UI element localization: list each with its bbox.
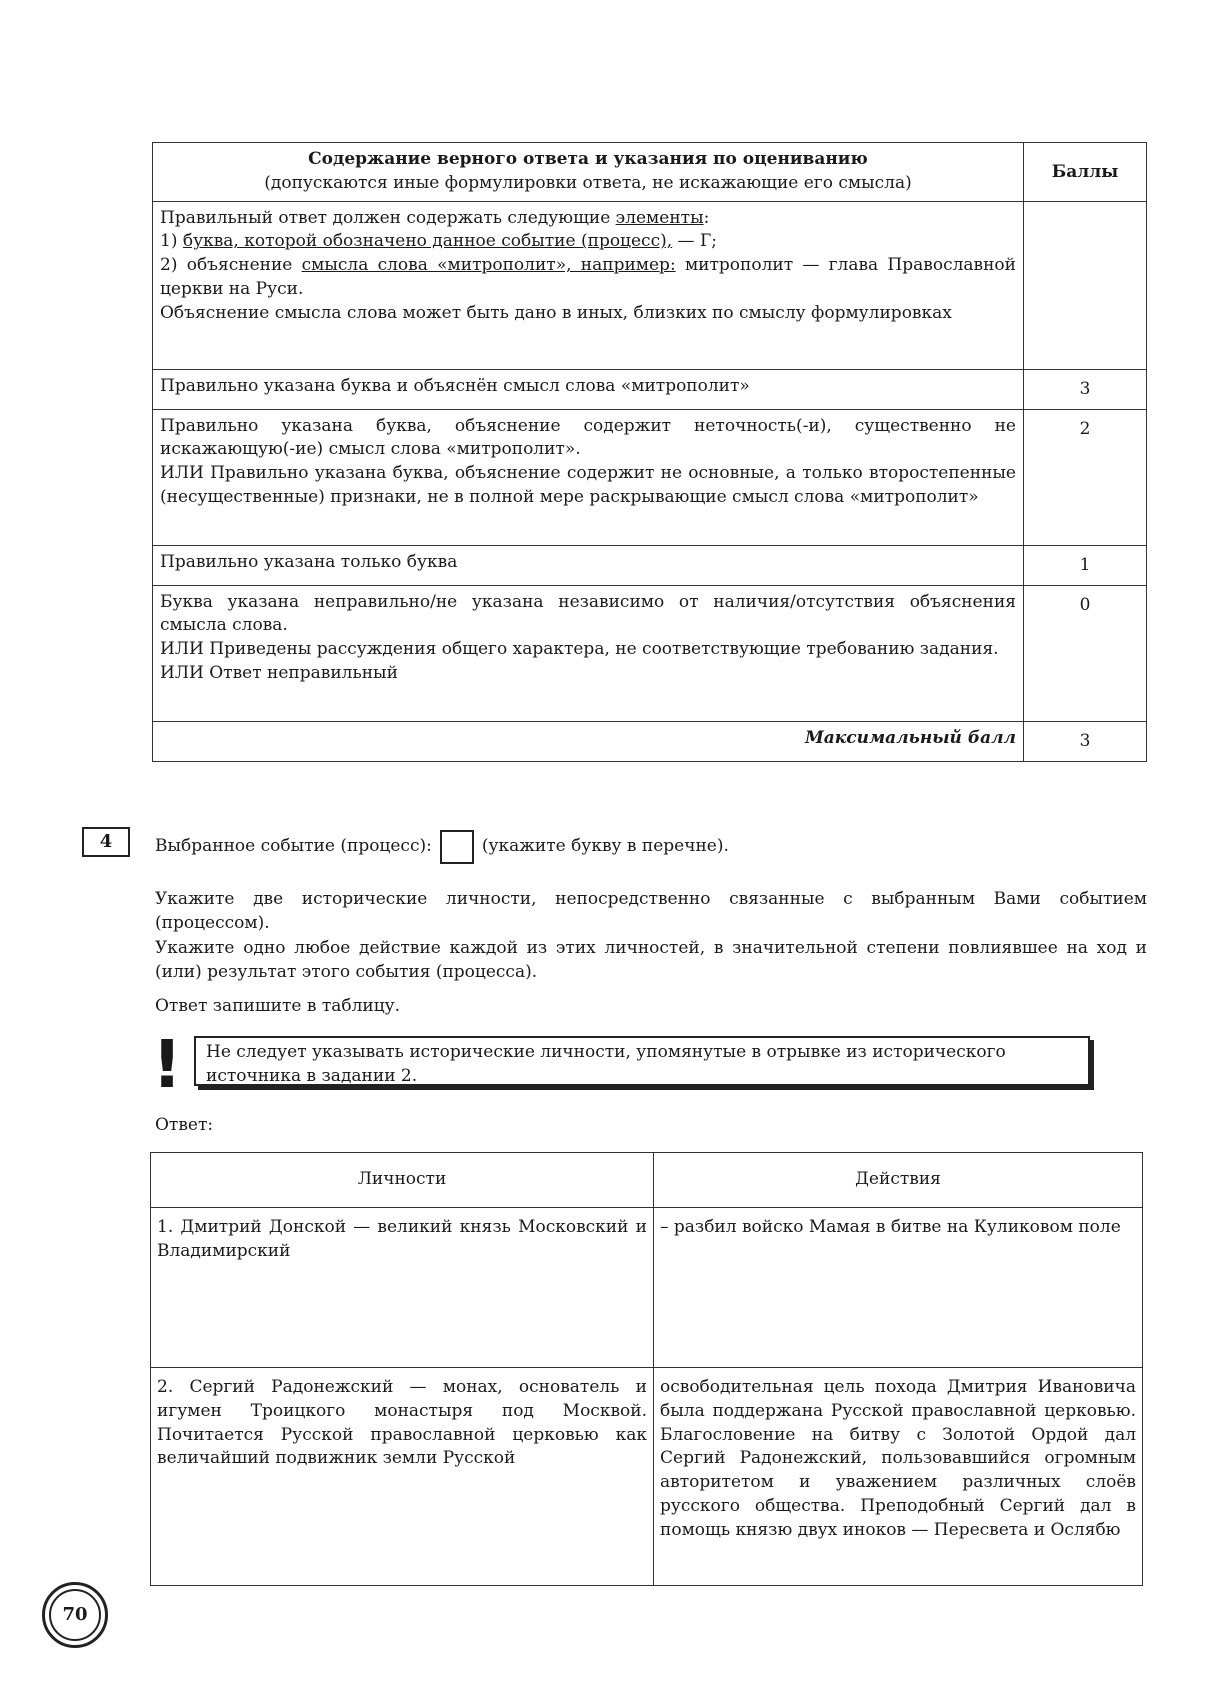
grading-row-3-points: 3 [1024,369,1147,409]
elements-intro: Правильный ответ должен содержать следующие [160,207,611,228]
grading-table [152,142,1147,762]
element-2-answer: митрополит — глава Православной церкви на Руси. [160,255,1017,299]
grading-header-title: Содержание верного ответа и указания по оцениванию [308,149,868,169]
grading-elements-points [1024,201,1147,369]
element-1-answer: — Г; [677,231,717,252]
grading-row-0-line2: ИЛИ Приведены рассуждения общего характера, не соответствующие требованию задания. [160,639,999,660]
grading-row-2-text [153,409,1024,545]
grading-row-2-points: 2 [1024,409,1147,545]
grading-row-3-text: Правильно указана буква и объяснён смысл слова «митрополит» [153,369,1024,409]
answer-col-persons: Личности [151,1153,654,1208]
grading-row-0-points: 0 [1024,585,1147,721]
warning-icon: ! [152,1026,183,1103]
grading-elements-cell [153,201,1024,369]
answer-person-2[interactable]: 2. Сергий Радонежский — монах, основатель и игумен Троицкого монастыря под Москвой. Почитается Русской православной церковью как величайший подвижник земли Русской [151,1368,654,1586]
grading-header-subtitle: (допускаются иные формулировки ответа, не искажающие его смысла) [264,172,912,193]
answer-table [150,1152,1143,1586]
task-number: 4 [82,827,130,857]
answer-col-actions: Действия [654,1153,1143,1208]
grading-row-0-text [153,585,1024,721]
elements-note: Объяснение смысла слова может быть дано в иных, близких по смыслу формулировках [160,302,952,323]
answer-action-2[interactable]: освободительная цель похода Дмитрия Ивановича была поддержана Русской православной церковью. Благословение на битву с Золотой Ордой дал Сергий Радонежский, пользовавшийся огромным авторитетом и уважением различных слоёв русского общества. Преподобный Сергий дал в помощь князю двух иноков — Пересвета и Ослябю [654,1368,1143,1586]
selected-event-label: Выбранное событие (процесс): [155,836,432,857]
instruction-1: Укажите две исторические личности, непосредственно связанные с выбранным Вами событием (процессом). [155,889,1147,933]
element-2-number: 2) объяснение [160,255,293,276]
grading-row-2-line2: ИЛИ Правильно указана буква, объяснение содержит не основные, а только второстепенные (несущественные) признаки, не в полной мере раскрывающие смысл слова «митрополит» [160,463,1016,507]
max-score-label: Максимальный балл [153,721,1024,761]
element-2-underlined: смысла слова «митрополит», например: [301,255,676,276]
grading-row-0-line3: ИЛИ Ответ неправильный [160,662,398,683]
element-1-number: 1) [160,231,178,252]
grading-row-1-text: Правильно указана только буква [153,545,1024,585]
instruction-3: Ответ запишите в таблицу. [155,996,401,1016]
answer-action-1[interactable]: – разбил войско Мамая в битве на Куликовом поле [654,1208,1143,1368]
grading-row-2-line1: Правильно указана буква, объяснение содержит неточность(-и), существенно не искажающую(-ие) смысл слова «митрополит». [160,415,1016,460]
page-number-badge [42,1582,108,1648]
grading-header-content [153,143,1024,202]
instruction-2: Укажите одно любое действие каждой из этих личностей, в значительной степени повлиявшее на ход и (или) результат этого события (процесса). [155,938,1147,982]
selected-event-answer-box[interactable] [440,830,474,864]
selected-event-line [155,830,729,864]
selected-event-hint: (укажите букву в перечне). [481,836,729,857]
element-1-underlined: буква, которой обозначено данное событие (процесс), [182,231,673,252]
elements-intro-end: : [703,207,710,228]
elements-intro-underlined: элементы [615,207,704,228]
grading-row-0-line1: Буква указана неправильно/не указана независимо от наличия/отсутствия объяснения смысла слова. [160,591,1016,636]
page-number: 70 [49,1589,101,1641]
answer-label: Ответ: [155,1115,214,1135]
warning-box: Не следует указывать исторические личности, упомянутые в отрывке из исторического источника в задании 2. [194,1036,1090,1086]
grading-header-points: Баллы [1024,143,1147,202]
answer-person-1[interactable]: 1. Дмитрий Донской — великий князь Московский и Владимирский [151,1208,654,1368]
grading-row-1-points: 1 [1024,545,1147,585]
max-score-value: 3 [1024,721,1147,761]
